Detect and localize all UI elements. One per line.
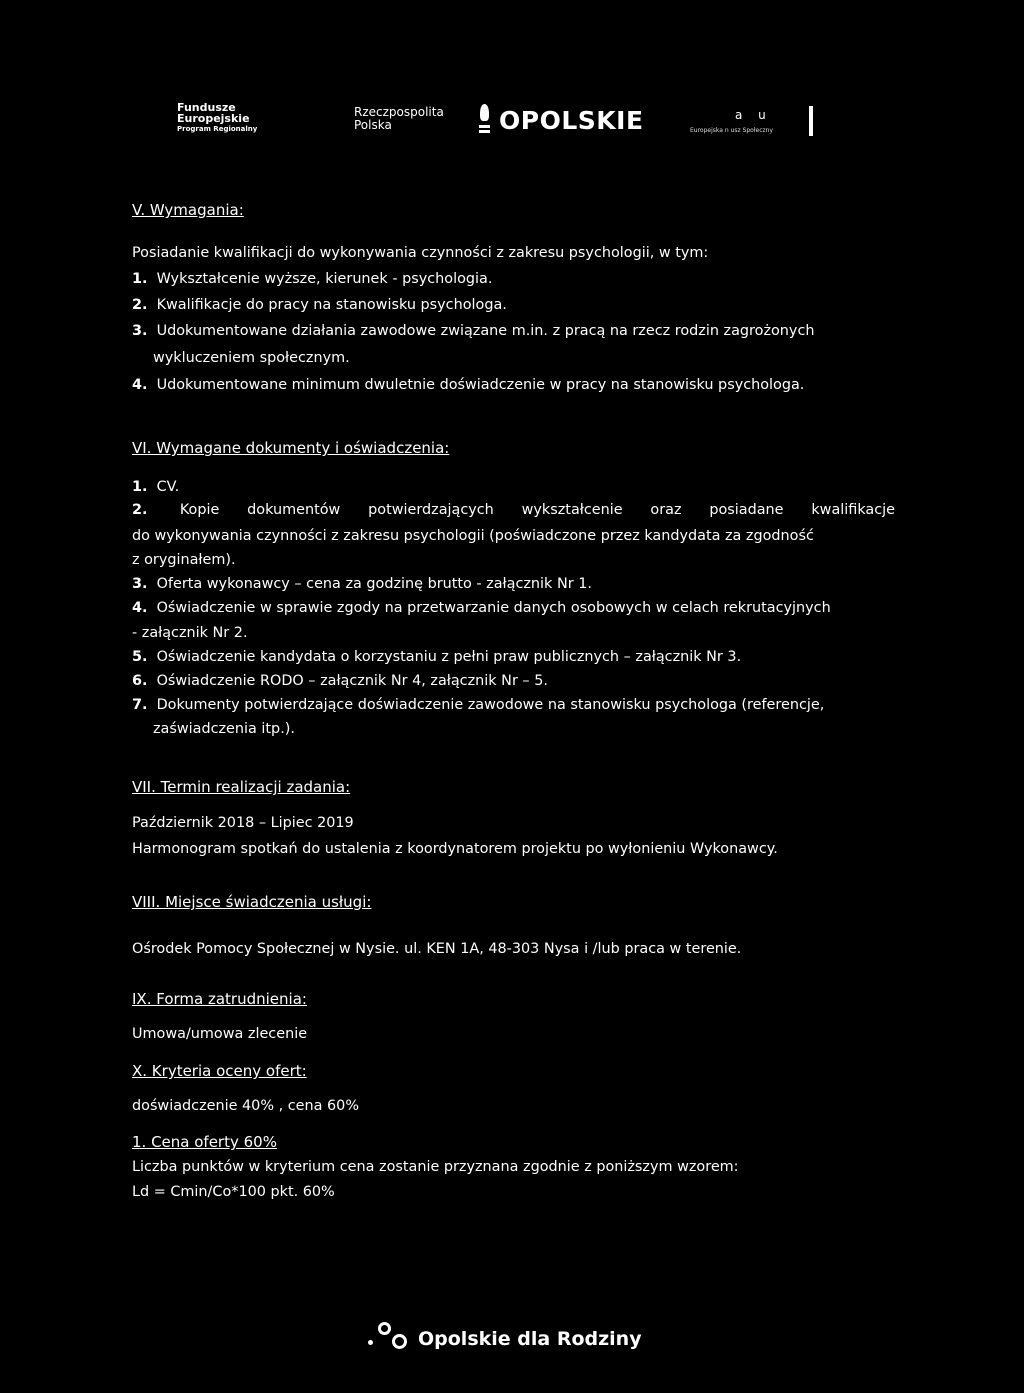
list-item: 4. Udokumentowane minimum dwuletnie doświadczenie w pracy na stanowisku psychologa. (132, 377, 805, 393)
list-item: 2. Kwalifikacje do pracy na stanowisku psychologa. (132, 297, 507, 313)
page-header (0, 96, 1024, 146)
list-item: 5. Oświadczenie kandydata o korzystaniu z pełni praw publicznych – załącznik Nr 3. (132, 649, 742, 665)
opolskie-emblem-icon (479, 104, 491, 134)
section-vi-heading: VI. Wymagane dokumenty i oświadczenia: (132, 439, 450, 457)
price-formula: Ld = Cmin/Co*100 pkt. 60% (132, 1184, 335, 1200)
criteria-weights: doświadczenie 40% , cena 60% (132, 1098, 359, 1114)
ue-top-text: a u (735, 108, 772, 122)
section-v-heading: V. Wymagania: (132, 201, 244, 219)
fe-line-3: Program Regionalny (177, 125, 258, 133)
unia-europejska-logo (690, 108, 805, 138)
section-x-heading: X. Kryteria oceny ofert: (132, 1062, 307, 1080)
list-item-continuation: zaświadczenia itp.). (153, 721, 295, 737)
footer-logo-text: Opolskie dla Rodziny (418, 1328, 642, 1350)
fe-line-2: Europejskie (177, 112, 250, 125)
list-item: 3. Udokumentowane działania zawodowe związane m.in. z pracą na rzecz rodzin zagrożonych (132, 323, 815, 339)
section-vii-heading: VII. Termin realizacji zadania: (132, 778, 351, 796)
schedule-note: Harmonogram spotkań do ustalenia z koordynatorem projektu po wyłonieniu Wykonawcy. (132, 841, 778, 857)
rp-line-1: Rzeczpospolita (354, 105, 444, 119)
family-dots-icon (368, 1318, 416, 1358)
list-item: 6. Oświadczenie RODO – załącznik Nr 4, załącznik Nr – 5. (132, 673, 548, 689)
employment-form: Umowa/umowa zlecenie (132, 1026, 308, 1042)
list-item: 7. Dokumenty potwierdzające doświadczenie zawodowe na stanowisku psychologa (referencje, (132, 697, 825, 713)
list-item: 1. CV. (132, 479, 180, 495)
list-item-continuation: z oryginałem). (132, 552, 236, 568)
fe-line-1: Fundusze (177, 101, 236, 114)
list-item-continuation: - załącznik Nr 2. (132, 625, 248, 641)
price-criterion-heading: 1. Cena oferty 60% (132, 1133, 277, 1151)
section-viii-heading: VIII. Miejsce świadczenia usługi: (132, 893, 372, 911)
section-v-intro: Posiadanie kwalifikacji do wykonywania czynności z zakresu psychologii, w tym: (132, 245, 709, 261)
price-criterion-description: Liczba punktów w kryterium cena zostanie przyznana zgodnie z poniższym wzorem: (132, 1159, 739, 1175)
section-ix-heading: IX. Forma zatrudnienia: (132, 990, 307, 1008)
rzeczpospolita-logo (354, 106, 444, 131)
schedule-dates: Październik 2018 – Lipiec 2019 (132, 815, 354, 831)
list-item-continuation: do wykonywania czynności z zakresu psychologii (poświadczone przez kandydata za zgodność (132, 528, 814, 544)
list-item: 1. Wykształcenie wyższe, kierunek - psychologia. (132, 271, 493, 287)
service-location: Ośrodek Pomocy Społecznej w Nysie. ul. KEN 1A, 48-303 Nysa i /lub praca w terenie. (132, 941, 742, 957)
rp-line-2: Polska (354, 117, 392, 132)
ue-bar-icon (809, 106, 813, 136)
fundusze-europejskie-logo (177, 102, 257, 133)
list-item: 3. Oferta wykonawcy – cena za godzinę brutto - załącznik Nr 1. (132, 576, 592, 592)
list-item: 2. Kopie dokumentów potwierdzających wykształcenie oraz posiadane kwalifikacje (132, 502, 895, 518)
opolskie-text: OPOLSKIE (499, 106, 644, 135)
list-item-continuation: wykluczeniem społecznym. (153, 350, 350, 366)
list-item: 4. Oświadczenie w sprawie zgody na przetwarzanie danych osobowych w celach rekrutacyjnych (132, 600, 831, 616)
ue-bottom-text: Europejska n usz Społeczny (690, 127, 774, 134)
